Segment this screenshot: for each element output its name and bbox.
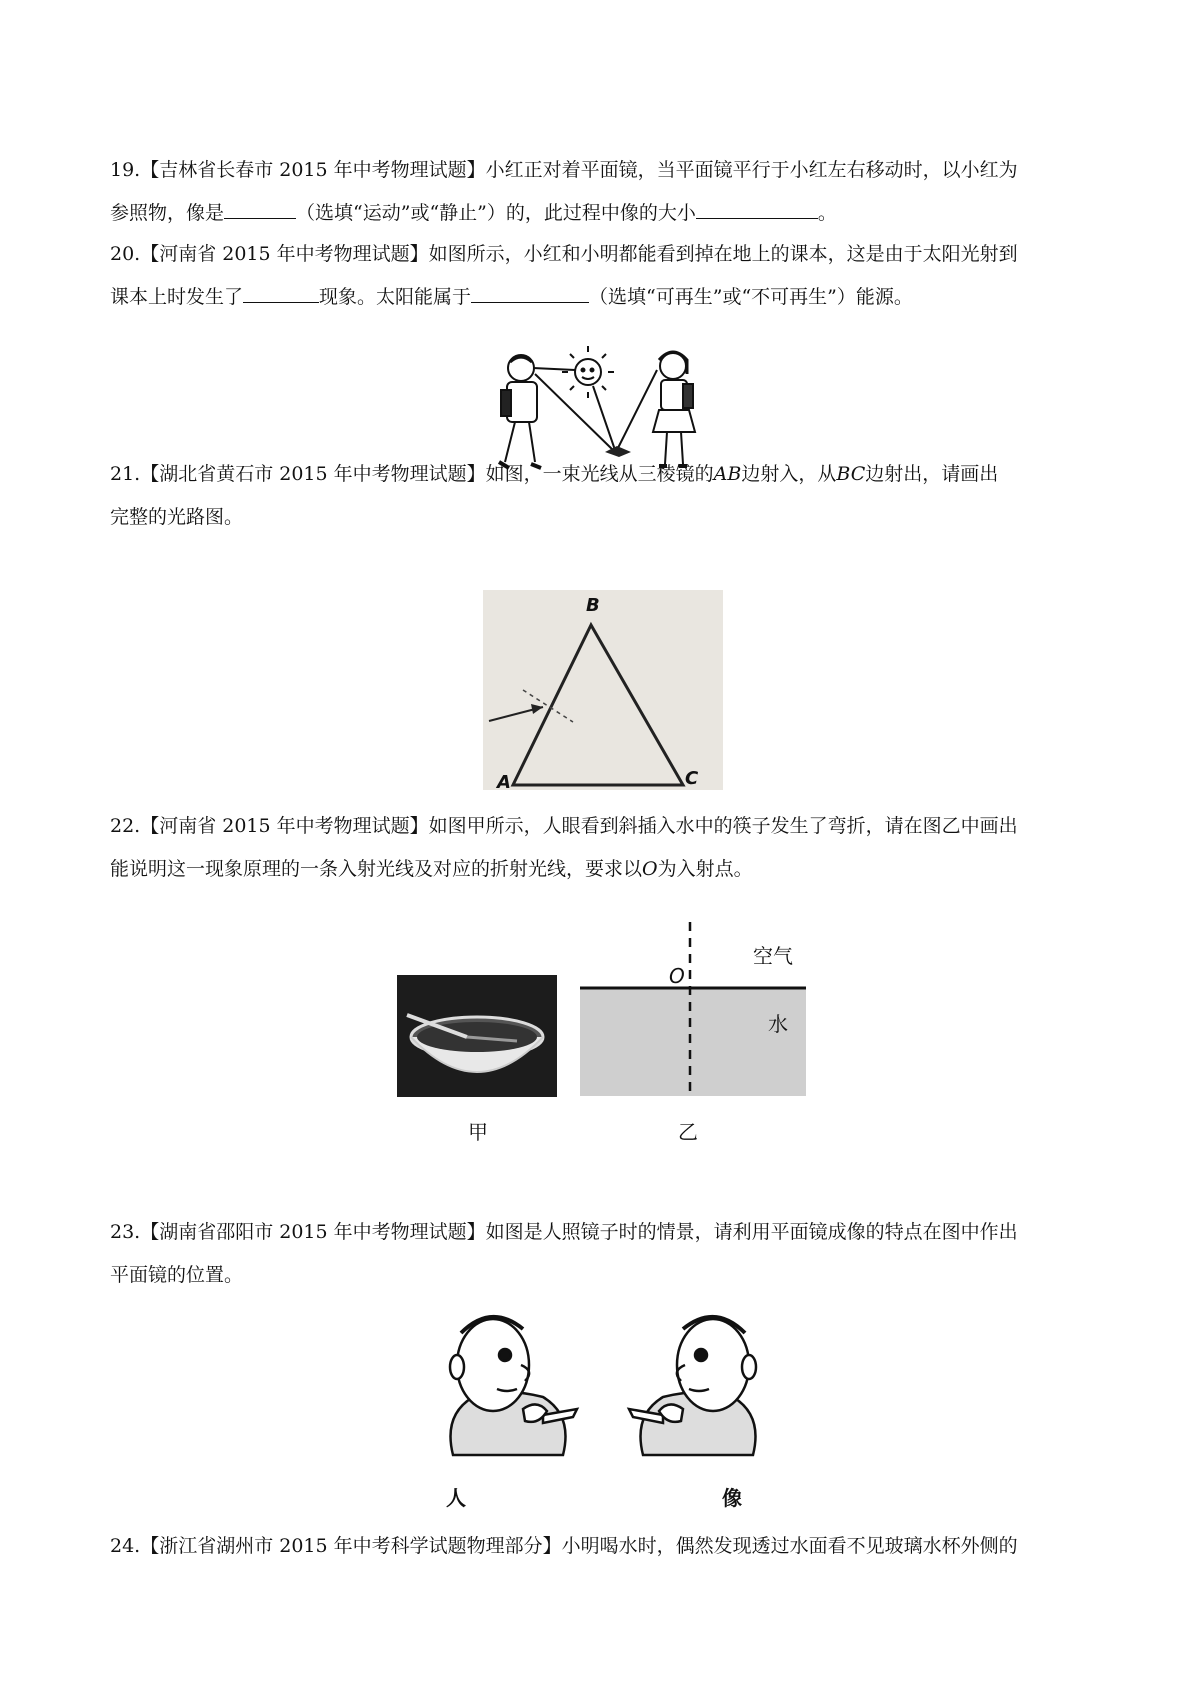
q23-source: 【湖南省邵阳市 2015 年中考物理试题】 [140, 1221, 486, 1243]
q19-text: 。 [817, 202, 837, 224]
q20-text: 课本上时发生了 [110, 286, 244, 308]
q21-text: 完整的光路图。 [110, 506, 244, 528]
q23-text: 如图是人照镜子时的情景，请利用平面镜成像的特点在图中作出 [485, 1221, 1018, 1243]
q24-number: 24. [110, 1535, 141, 1557]
q20-text: 如图所示，小红和小明都能看到掉在地上的课本，这是由于太阳光射到 [428, 243, 1018, 265]
normal-line [523, 690, 573, 722]
answer-blank[interactable] [471, 282, 589, 303]
sun-icon [562, 346, 614, 398]
q20-line2 [110, 282, 913, 311]
bowl-image [397, 975, 557, 1097]
answer-blank[interactable] [224, 198, 296, 219]
prism-diagram [483, 590, 723, 790]
q19-source: 【吉林省长春市 2015 年中考物理试题】 [140, 159, 486, 181]
person-drawing [450, 1317, 577, 1455]
q22-number: 22. [110, 815, 141, 837]
q20-text: 现象。太阳能属于 [319, 286, 472, 308]
edge-bc-label: BC [836, 463, 866, 485]
q23-line1 [110, 1218, 1018, 1246]
answer-blank[interactable] [696, 198, 818, 219]
q19-text: 参照物，像是 [110, 202, 225, 224]
refraction-diagram [578, 920, 808, 1100]
q20-line1 [110, 240, 1018, 268]
book-icon [605, 446, 631, 457]
person-label: 人 [446, 1486, 466, 1510]
boy-figure [499, 355, 541, 468]
q20-figure [483, 340, 718, 480]
vertex-b-label: B [586, 595, 600, 616]
q22-line2 [110, 855, 753, 883]
q21-text: 如图，一束光线从三棱镜的 [485, 463, 714, 485]
q23-line2 [110, 1261, 243, 1289]
q23-number: 23. [110, 1221, 141, 1243]
mirror-image-drawing [629, 1317, 756, 1455]
q21-figure [483, 590, 723, 793]
answer-blank[interactable] [243, 282, 319, 303]
ray-arrow-icon [531, 704, 543, 714]
fig-jia-label: 甲 [468, 1120, 488, 1144]
q21-number: 21. [110, 463, 141, 485]
q22-line1 [110, 812, 1018, 840]
q19-text: （选填“运动”或“静止”）的，此过程中像的大小 [296, 202, 696, 224]
vertex-a-label: A [497, 772, 511, 793]
q24-line1 [110, 1532, 1018, 1560]
q24-source: 【浙江省湖州市 2015 年中考科学试题物理部分】 [140, 1535, 562, 1557]
q19-line2 [110, 198, 837, 227]
prism-triangle [513, 625, 683, 785]
q19-line1 [110, 156, 1018, 184]
q21-text: 边射出，请画出 [865, 463, 999, 485]
q22-text: 能说明这一现象原理的一条入射光线及对应的折射光线，要求以 [110, 858, 643, 880]
q21-line1 [110, 460, 998, 488]
image-label: 像 [722, 1486, 742, 1510]
q20-source: 【河南省 2015 年中考物理试题】 [140, 243, 429, 265]
point-o-label: O [642, 858, 658, 880]
edge-ab-label: AB [713, 463, 742, 485]
q21-source: 【湖北省黄石市 2015 年中考物理试题】 [140, 463, 486, 485]
q20-number: 20. [110, 243, 141, 265]
air-label: 空气 [753, 944, 793, 968]
girl-figure [653, 352, 695, 466]
q19-text: 小红正对着平面镜，当平面镜平行于小红左右移动时，以小红为 [485, 159, 1018, 181]
q22-text: 如图甲所示，人眼看到斜插入水中的筷子发生了弯折，请在图乙中画出 [428, 815, 1018, 837]
mirror-figure [393, 1305, 813, 1475]
q22-text: 为入射点。 [657, 858, 753, 880]
q21-text: 边射入，从 [741, 463, 837, 485]
q19-number: 19. [110, 159, 141, 181]
q21-line2 [110, 503, 243, 531]
q20-text: （选填“可再生”或“不可再生”）能源。 [589, 286, 913, 308]
q23-text: 平面镜的位置。 [110, 1264, 244, 1286]
q22-source: 【河南省 2015 年中考物理试题】 [140, 815, 429, 837]
fig-yi-label: 乙 [678, 1120, 698, 1144]
vertex-c-label: C [685, 768, 699, 789]
bowl-photo [397, 975, 557, 1097]
water-label: 水 [768, 1012, 788, 1036]
q24-text: 小明喝水时，偶然发现透过水面看不见玻璃水杯外侧的 [561, 1535, 1018, 1557]
incidence-point-label: O [669, 964, 685, 988]
